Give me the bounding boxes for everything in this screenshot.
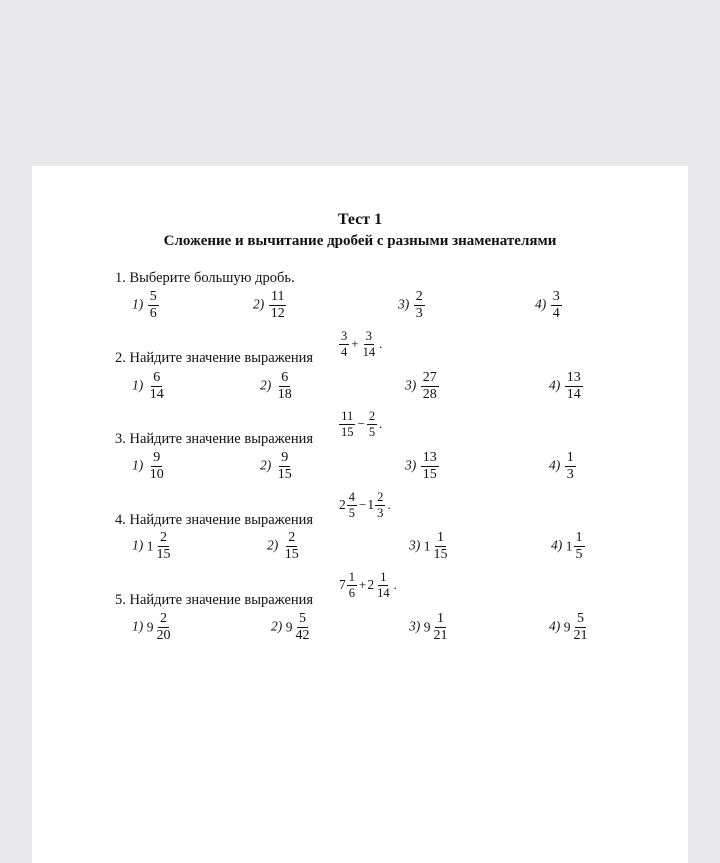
- q3-option-1[interactable]: 1) $\frac{9}{10}$: [132, 450, 164, 482]
- fraction: $\frac{9}{15}$: [277, 450, 292, 482]
- q3-option-3[interactable]: 3) $\frac{13}{15}$: [405, 450, 437, 482]
- question-1-text: 1. Выберите большую дробь.: [115, 270, 295, 286]
- q4-expression: 2 $\frac{4}{5}$ −1 $\frac{2}{3}$ .: [339, 490, 391, 520]
- q4-option-1[interactable]: 1) 1 $\frac{2}{15}$: [132, 530, 171, 562]
- fraction: $\frac{27}{28}$: [422, 370, 437, 402]
- fraction: $\frac{3}{4}$: [552, 289, 560, 321]
- q5-expression: 7 $\frac{1}{6}$ +2 $\frac{1}{14}$ .: [339, 570, 397, 600]
- q5-option-1[interactable]: 1) 9 $\frac{2}{20}$: [132, 611, 171, 643]
- q3-option-4[interactable]: 4) $\frac{1}{3}$: [549, 450, 574, 482]
- q2-option-2[interactable]: 2) $\frac{6}{18}$: [260, 370, 292, 402]
- fraction: $\frac{6}{14}$: [149, 370, 164, 402]
- q4-option-2[interactable]: 2) $\frac{2}{15}$: [267, 530, 299, 562]
- q3-expression: $\frac{11}{15}$ − $\frac{2}{5}$ .: [341, 409, 383, 439]
- fraction: $\frac{13}{15}$: [422, 450, 437, 482]
- q5-option-2[interactable]: 2) 9 $\frac{5}{42}$: [271, 611, 310, 643]
- fraction: $\frac{13}{14}$: [566, 370, 581, 402]
- q1-option-1[interactable]: 1) $\frac{5}{6}$: [132, 289, 157, 321]
- q4-option-3[interactable]: 3) 1 $\frac{1}{15}$: [409, 530, 448, 562]
- fraction: $\frac{5}{6}$: [149, 289, 157, 321]
- fraction: $\frac{6}{18}$: [277, 370, 292, 402]
- fraction: $\frac{11}{12}$: [270, 289, 285, 321]
- page-subtitle: Сложение и вычитание дробей с разными знаменателями: [163, 233, 557, 249]
- fraction: $\frac{2}{15}$: [284, 530, 299, 562]
- page-title: Тест 1: [337, 211, 383, 228]
- fraction: $\frac{1}{15}$: [433, 530, 448, 562]
- fraction: $\frac{2}{3}$: [415, 289, 423, 321]
- q4-option-4[interactable]: 4) 1 $\frac{1}{5}$: [551, 530, 583, 562]
- question-2-text: 2. Найдите значение выражения: [115, 350, 314, 366]
- q2-expression: $\frac{3}{4}$ + $\frac{3}{14}$ .: [341, 329, 383, 359]
- fraction: $\frac{5}{42}$: [295, 611, 310, 643]
- q2-option-1[interactable]: 1) $\frac{6}{14}$: [132, 370, 164, 402]
- q2-option-3[interactable]: 3) $\frac{27}{28}$: [405, 370, 437, 402]
- q1-option-4[interactable]: 4) $\frac{3}{4}$: [535, 289, 560, 321]
- question-4-text: 4. Найдите значение выражения: [115, 512, 314, 528]
- q5-option-3[interactable]: 3) 9 $\frac{1}{21}$: [409, 611, 448, 643]
- q1-option-3[interactable]: 3) $\frac{2}{3}$: [398, 289, 423, 321]
- fraction: $\frac{9}{10}$: [149, 450, 164, 482]
- q5-option-4[interactable]: 4) 9 $\frac{5}{21}$: [549, 611, 588, 643]
- question-5-text: 5. Найдите значение выражения: [115, 592, 314, 608]
- q2-option-4[interactable]: 4) $\frac{13}{14}$: [549, 370, 581, 402]
- fraction: $\frac{5}{21}$: [573, 611, 588, 643]
- q3-option-2[interactable]: 2) $\frac{9}{15}$: [260, 450, 292, 482]
- fraction: $\frac{1}{21}$: [433, 611, 448, 643]
- fraction: $\frac{2}{20}$: [156, 611, 171, 643]
- fraction: $\frac{1}{3}$: [566, 450, 574, 482]
- fraction: $\frac{2}{15}$: [156, 530, 171, 562]
- question-3-text: 3. Найдите значение выражения: [115, 431, 314, 447]
- q1-option-2[interactable]: 2) $\frac{11}{12}$: [253, 289, 285, 321]
- fraction: $\frac{1}{5}$: [575, 530, 583, 562]
